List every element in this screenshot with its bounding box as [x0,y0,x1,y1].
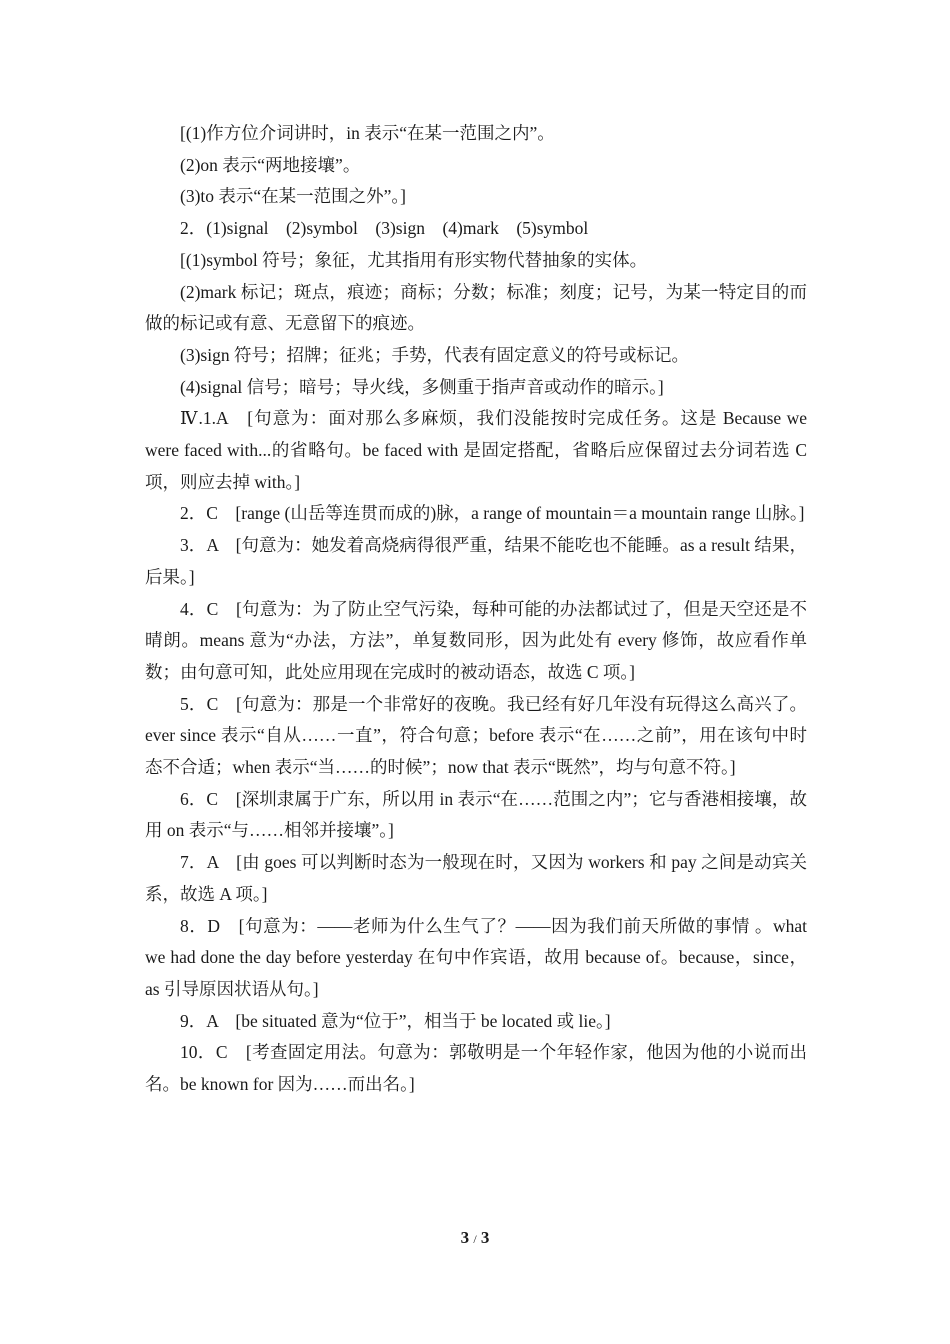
page-separator: / [473,1232,477,1246]
paragraph: (2)mark 标记；斑点，痕迹；商标；分数；标准；刻度；记号，为某一特定目的而做的标记或有意、无意留下的痕迹。 [145,281,807,334]
answer-key-body [145,118,812,1101]
paragraph: (3)sign 符号；招牌；征兆；手势，代表有固定意义的符号或标记。 [180,344,689,365]
paragraph: Ⅳ.1.A [句意为：面对那么多麻烦，我们没能按时完成任务。这是 Because we were faced with...的省略句。be faced with 是固定搭配，省略后应保留过去分词若选 C 项，则应去掉 with。] [145,408,812,492]
paragraph: 4．C [句意为：为了防止空气污染，每种可能的办法都试过了，但是天空还是不晴朗。means 意为“办法，方法”，单复数同形，因为此处有 every 修饰，故应看作单数；由句意可知，此处应用现在完成时的被动语态，故选 C 项。] [145,598,807,682]
paragraph: (3)to 表示“在某一范围之外”。] [180,186,407,207]
paragraph: 7．A [由 goes 可以判断时态为一般现在时，又因为 workers 和 pay 之间是动宾关系，故选 A 项。] [145,852,807,904]
paragraph: 2．C [range (山岳等连贯而成的)脉，a range of mountain＝a mountain range 山脉。] [180,503,805,524]
paragraph: 2．(1)signal (2)symbol (3)sign (4)mark (5)symbol [180,218,589,239]
paragraph: 5．C [句意为：那是一个非常好的夜晚。我已经有好几年没有玩得这么高兴了。ever since 表示“自从……一直”，符合句意；before 表示“在……之前”，用在该句中时态不合适；when 表示“当……的时候”；now that 表示“既然”，均与句意不符。] [145,693,807,778]
paragraph: (2)on 表示“两地接壤”。 [180,154,361,175]
paragraph: 3．A [句意为：她发着高烧病得很严重，结果不能吃也不能睡。as a result 结果，后果。] [145,535,807,587]
paragraph: [(1)symbol 符号；象征，尤其指用有形实物代替抽象的实体。 [180,249,648,270]
current-page: 3 [460,1228,470,1247]
total-pages: 3 [480,1228,490,1247]
paragraph: [(1)作方位介词讲时，in 表示“在某一范围之内”。 [180,123,555,143]
paragraph: 8．D [句意为：——老师为什么生气了？——因为我们前天所做的事情 。what we had done the day before yesterday 在句中作宾语，故用 because of。because，since，as 引导原因状语从句。] [145,915,812,999]
paragraph: 6．C [深圳隶属于广东，所以用 in 表示“在……范围之内”；它与香港相接壤，故用 on 表示“与……相邻并接壤”。] [145,788,807,841]
page-number [0,1228,950,1248]
paragraph: 10．C [考查固定用法。句意为：郭敬明是一个年轻作家，他因为他的小说而出名。be known for 因为……而出名。] [145,1042,807,1095]
paragraph: 9．A [be situated 意为“位于”，相当于 be located 或 lie。] [180,1010,611,1031]
paragraph: (4)signal 信号；暗号；导火线，多侧重于指声音或动作的暗示。] [180,376,664,397]
